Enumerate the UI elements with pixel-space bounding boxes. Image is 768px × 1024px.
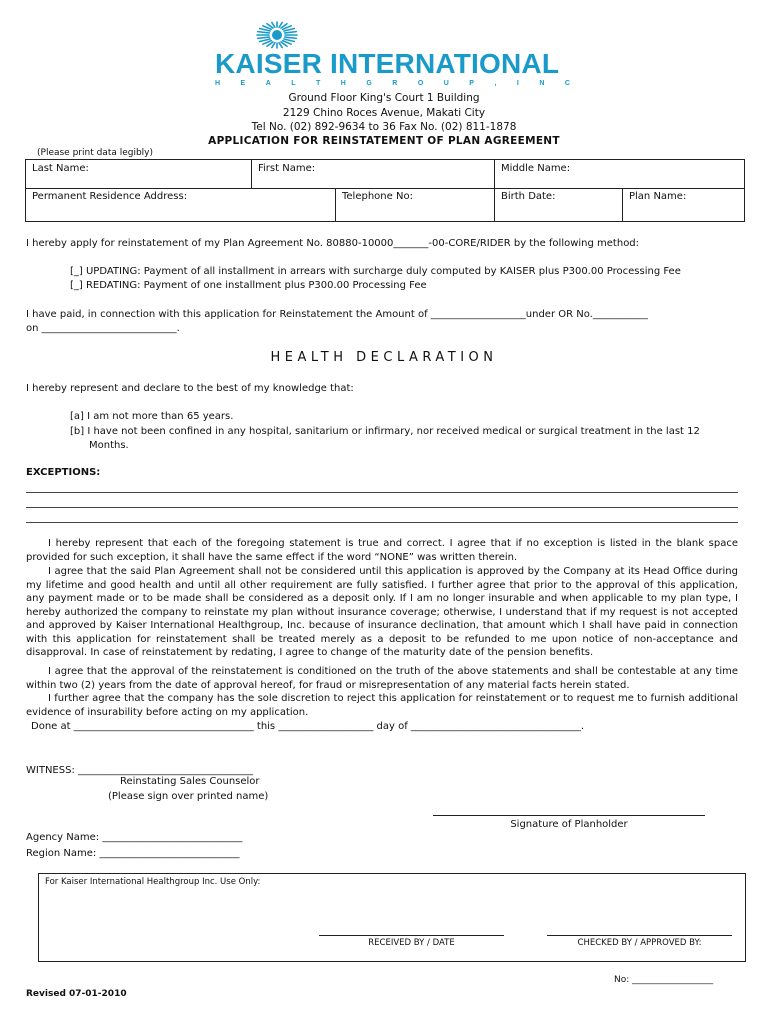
address-line-2: 2129 Chino Roces Avenue, Makati City: [282, 107, 486, 119]
logo-title: KAISER INTERNATIONAL: [215, 48, 560, 79]
sunburst-logo-icon: [255, 20, 299, 50]
exception-line[interactable]: [26, 492, 738, 493]
planholder-signature-label: Signature of Planholder: [510, 819, 628, 830]
health-intro: I hereby represent and declare to the best of my knowledge that:: [26, 383, 354, 394]
health-item-a: [a] I am not more than 65 years.: [70, 411, 234, 422]
logo-subtitle: [215, 80, 570, 87]
checked-by-line[interactable]: [547, 935, 732, 936]
first-name-label: First Name:: [258, 163, 316, 174]
office-use-box: [38, 873, 746, 962]
agency-name-line: Agency Name: ____________________________: [26, 832, 243, 843]
health-item-b: [b] I have not been confined in any hospital, sanitarium or infirmary, nor received medical or surgical treatment in the last 12 Months.: [70, 426, 700, 451]
apply-statement: I hereby apply for reinstatement of my Plan Agreement No. 80880-10000_______-00-CORE/RIDER by the following method:: [26, 238, 640, 249]
received-by-label: RECEIVED BY / DATE: [368, 938, 455, 948]
logo-subtitle-letter: R: [392, 80, 398, 87]
logo-subtitle-letter: C: [564, 80, 570, 87]
first-name-field[interactable]: [251, 160, 494, 188]
address-line-1: Ground Floor King's Court 1 Building: [288, 92, 480, 104]
declaration-paragraph-4: I further agree that the company has the sole discretion to reject this application for reinstatement or to request me to furnish additional evidence of insurability before acting on my application.: [26, 693, 738, 718]
logo-subtitle-letter: ,: [494, 80, 497, 87]
option-redating[interactable]: [_] REDATING: Payment of one installment plus P300.00 Processing Fee: [70, 280, 427, 291]
planholder-signature-line[interactable]: [433, 815, 705, 816]
birth-date-field[interactable]: [494, 188, 622, 222]
last-name-field[interactable]: [26, 160, 251, 188]
office-use-label: For Kaiser International Healthgroup Inc. Use Only:: [45, 877, 261, 887]
received-by-line[interactable]: [319, 935, 504, 936]
form-title: APPLICATION FOR REINSTATEMENT OF PLAN AGREEMENT: [208, 135, 560, 147]
logo-subtitle-letter: A: [265, 80, 271, 87]
telephone-field[interactable]: [335, 188, 494, 222]
logo-subtitle-letter: P: [469, 80, 474, 87]
logo-subtitle-letter: E: [240, 80, 246, 87]
paid-date: on ___________________________.: [26, 323, 180, 334]
logo-subtitle-letter: T: [316, 80, 321, 87]
address-field[interactable]: [26, 188, 335, 222]
declaration-paragraph-3: I agree that the approval of the reinstatement is conditioned on the truth of the above statements and shall be contestable at any time within two (2) years from the date of approval hereof, for fraud or misrepresentation of any material facts herein stated.: [26, 666, 738, 691]
exceptions-label: EXCEPTIONS:: [26, 467, 101, 478]
last-name-label: Last Name:: [32, 163, 89, 174]
plan-name-field[interactable]: [622, 188, 744, 222]
plan-name-label: Plan Name:: [629, 191, 687, 202]
middle-name-field[interactable]: [494, 160, 744, 188]
sign-note: (Please sign over printed name): [108, 791, 269, 802]
logo-subtitle-letter: I: [516, 80, 519, 87]
logo-subtitle-letter: N: [539, 80, 545, 87]
logo-subtitle-letter: G: [366, 80, 372, 87]
telephone-label: Telephone No:: [342, 191, 413, 202]
declaration-paragraph-1: I hereby represent that each of the foregoing statement is true and correct. I agree that if no exception is listed in the blank space provided for such exception, it shall have the same effect if the word “NONE” was written therein.: [26, 538, 738, 563]
table-row: [26, 188, 744, 222]
logo-subtitle-letter: U: [443, 80, 449, 87]
form-number: No: __________________: [614, 975, 714, 985]
paid-statement: I have paid, in connection with this application for Reinstatement the Amount of ___________________under OR No.___________: [26, 309, 648, 320]
checked-by-label: CHECKED BY / APPROVED BY:: [577, 938, 702, 948]
health-declaration-heading: HEALTH DECLARATION: [270, 350, 498, 365]
option-updating[interactable]: [_] UPDATING: Payment of all installment in arrears with surcharge duly computed by KAISER plus P300.00 Processing Fee: [70, 266, 681, 277]
middle-name-label: Middle Name:: [501, 163, 571, 174]
sales-counselor-label: Reinstating Sales Counselor: [120, 776, 260, 787]
region-name-line: Region Name: ____________________________: [26, 848, 240, 859]
applicant-info-table: [25, 159, 745, 222]
logo-subtitle-letter: H: [215, 80, 221, 87]
table-row: [26, 160, 744, 189]
done-at-line: Done at ____________________________________ this ___________________ day of __________________________________.: [31, 721, 585, 732]
logo-subtitle-letter: L: [291, 80, 296, 87]
print-note: (Please print data legibly): [37, 148, 154, 158]
address-label: Permanent Residence Address:: [32, 191, 188, 202]
revised-date: Revised 07-01-2010: [26, 989, 127, 999]
logo-subtitle-letter: O: [417, 80, 424, 87]
exception-line[interactable]: [26, 522, 738, 523]
exception-line[interactable]: [26, 507, 738, 508]
witness-line: WITNESS: ___________________________________: [26, 765, 253, 776]
company-logo: [210, 20, 570, 90]
declaration-paragraph-2: I agree that the said Plan Agreement shall not be considered until this application is approved by the Company at its Head Office during my lifetime and good health and until all other requirement are fully satisfied. I further agree that prior to the approval of this application, any payment made or to be made shall be considered as a deposit only. If I am no longer insurable and when applicable to my plan type, I hereby authorized the company to reinstate my plan without insurance coverage; otherwise, I understand that if my request is not accepted and approved by Kaiser International Healthgroup, Inc. because of insurance declination, that amount which I shall have paid in connection with this application for reinstatement shall be treated merely as a deposit to be refunded to me upon notice of non-acceptance and disapproval. In case of reinstatement by redating, I agree to change of the maturity date of the pension benefits.: [26, 566, 738, 658]
logo-subtitle-letter: H: [340, 80, 346, 87]
contact-line: Tel No. (02) 892-9634 to 36 Fax No. (02) 811-1878: [251, 121, 517, 133]
birth-date-label: Birth Date:: [501, 191, 556, 202]
